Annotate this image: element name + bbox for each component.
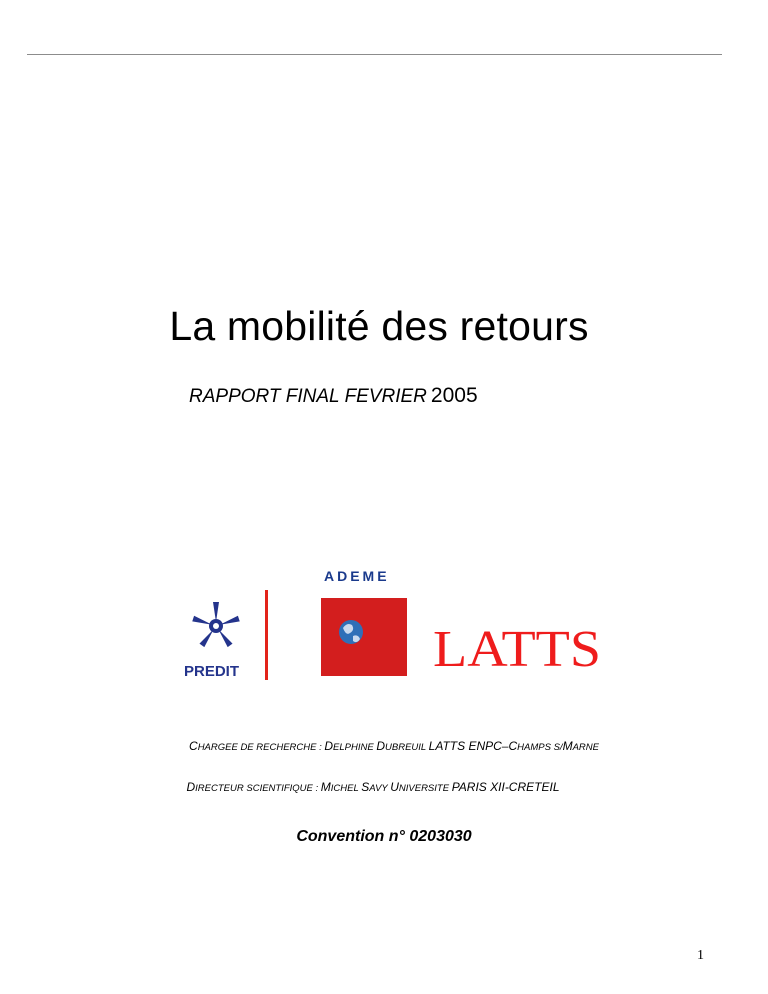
convention-number: Convention n° 0203030 — [296, 828, 472, 845]
credit-line-researcher: CHARGEE DE RECHERCHE : DELPHINE DUBREUIL LATTS ENPC–CHAMPS S/MARNE — [189, 739, 599, 753]
page-number: 1 — [697, 948, 704, 963]
predit-label: PREDIT — [184, 663, 240, 680]
report-subtitle — [189, 384, 478, 408]
credit-line-director: DIRECTEUR SCIENTIFIQUE : MICHEL SAVY UNIVERSITE PARIS XII-CRETEIL — [186, 780, 560, 794]
subtitle-text: RAPPORT FINAL FEVRIER — [189, 386, 427, 407]
predit-divider — [265, 590, 268, 680]
ademe-label: ADEME — [324, 568, 390, 584]
latts-logo — [433, 616, 603, 676]
document-title: La mobilité des retours — [169, 303, 589, 349]
subtitle-year: 2005 — [430, 384, 478, 407]
predit-logo — [178, 590, 268, 680]
ademe-logo — [318, 568, 408, 678]
header-rule — [27, 54, 722, 55]
ademe-red-square — [321, 598, 407, 676]
latts-label: LATTS — [433, 621, 601, 676]
globe-icon — [321, 598, 407, 676]
partner-logos — [178, 568, 608, 688]
